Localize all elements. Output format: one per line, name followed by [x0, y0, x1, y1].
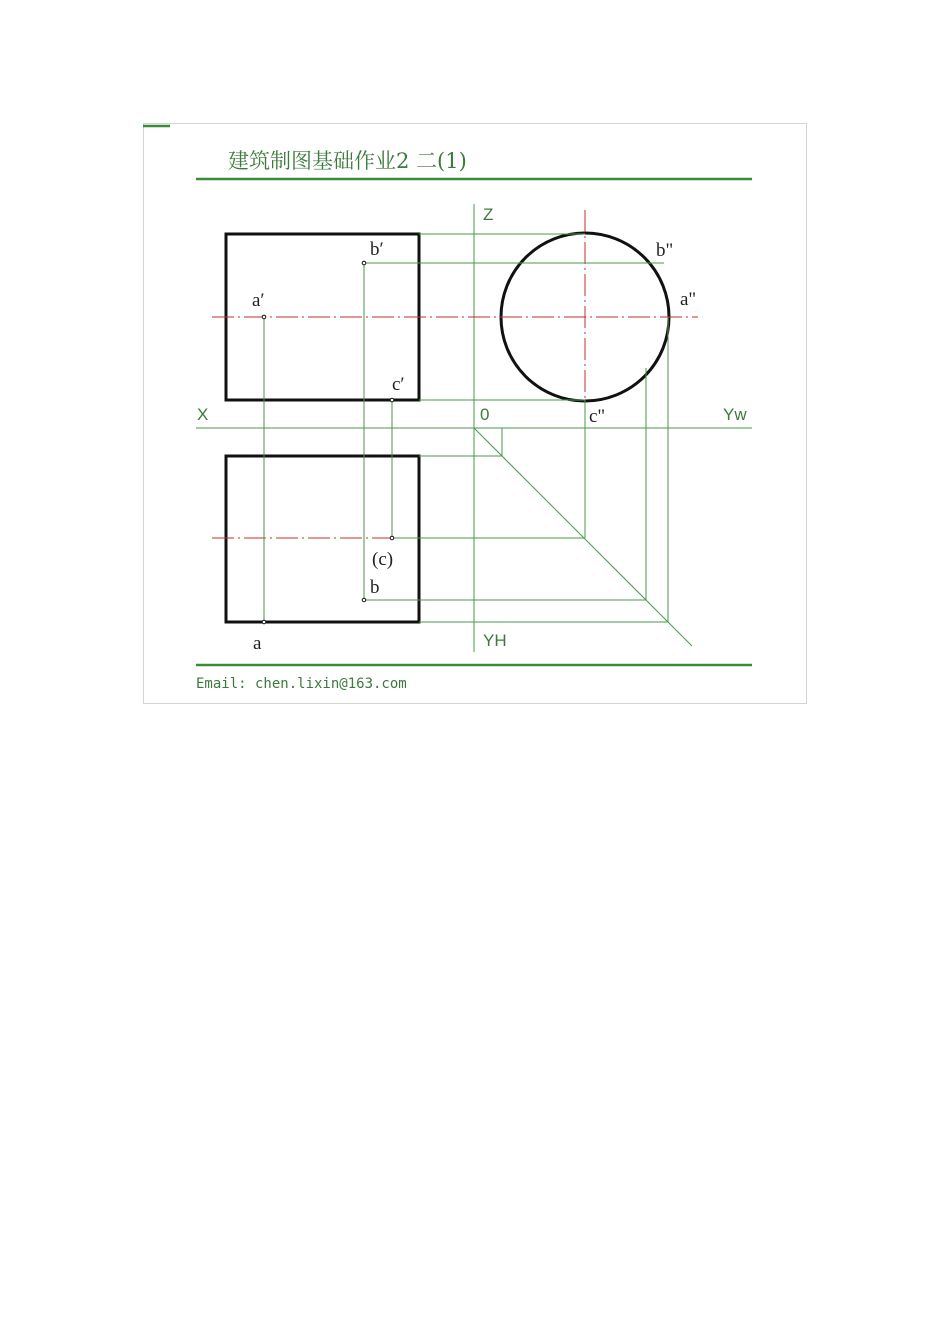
label-b: b — [370, 577, 380, 598]
origin-label: 0 — [480, 405, 490, 424]
miter-line — [474, 428, 692, 646]
label-a: a — [253, 633, 262, 654]
label-a-dprime: a" — [680, 289, 697, 310]
label-a-prime: a′ — [252, 290, 265, 311]
label-b-prime: b′ — [370, 239, 384, 260]
label-c-dprime: c" — [589, 406, 606, 427]
label-b-dprime: b" — [656, 240, 674, 261]
footer-email: Email: chen.lixin@163.com — [196, 676, 407, 692]
yh-axis-label: YH — [483, 631, 507, 650]
yw-axis-label: Yw — [723, 405, 747, 424]
label-c-prime: c′ — [392, 374, 405, 395]
drawing-title: 建筑制图基础作业2 二(1) — [228, 149, 467, 173]
label-c-hidden: (c) — [372, 549, 394, 570]
z-axis-label: Z — [483, 205, 494, 224]
x-axis-label: X — [197, 405, 209, 424]
